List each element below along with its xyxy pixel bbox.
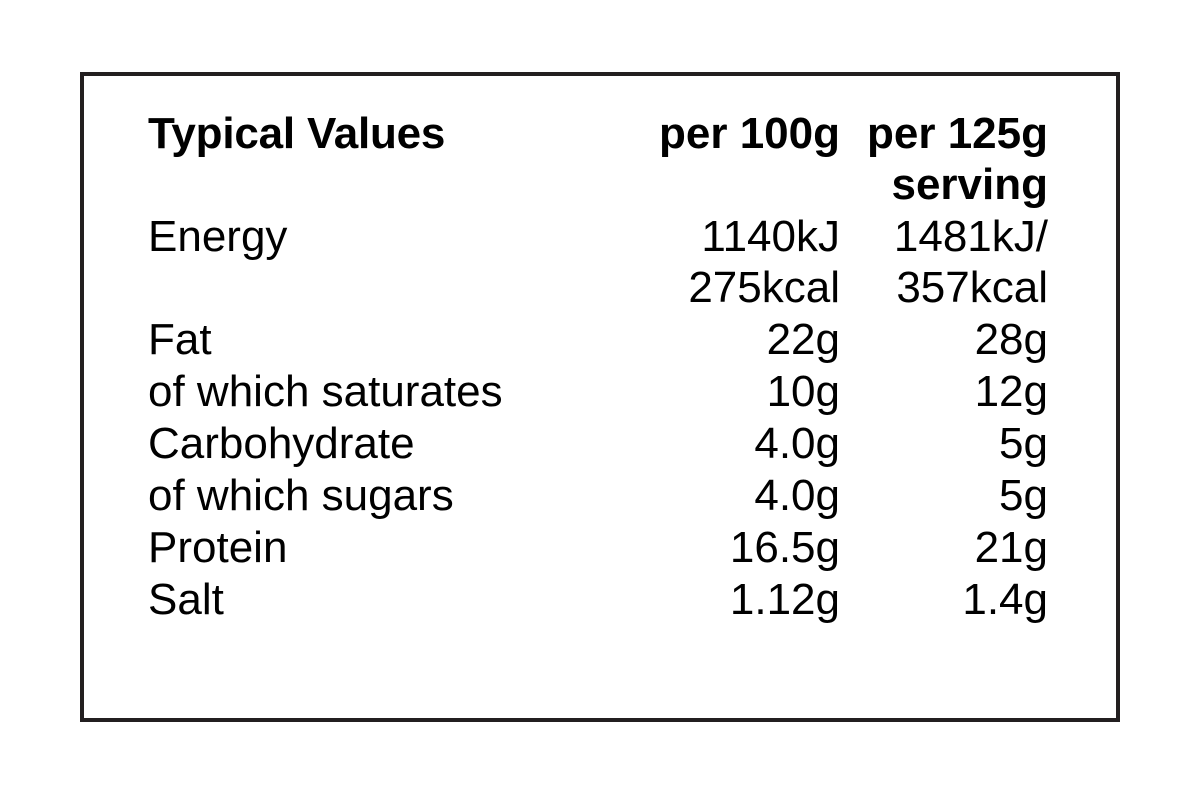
nutrient-perserving-saturates: 12g bbox=[974, 367, 1048, 417]
table-title: Typical Values bbox=[148, 109, 446, 158]
nutrition-label-panel bbox=[80, 72, 1120, 722]
nutrient-per100g-salt: 1.12g bbox=[729, 575, 840, 625]
nutrient-per100g-saturates: 10g bbox=[766, 367, 840, 417]
table-row bbox=[148, 417, 1048, 469]
nutrient-name-energy: Energy bbox=[148, 212, 288, 262]
column-header-per-serving bbox=[840, 108, 1048, 210]
nutrient-perserving-sugars: 5g bbox=[999, 471, 1048, 521]
table-row bbox=[148, 365, 1048, 417]
nutrient-name-fat: Fat bbox=[148, 315, 212, 365]
nutrient-per100g-carbohydrate: 4.0g bbox=[754, 419, 840, 469]
nutrient-perserving-carbohydrate: 5g bbox=[999, 419, 1048, 469]
nutrient-perserving-energy: 1481kJ/ bbox=[893, 212, 1048, 262]
nutrient-per100g-energy: 1140kJ bbox=[701, 212, 840, 262]
table-row bbox=[148, 521, 1048, 573]
nutrient-per100g-fat: 22g bbox=[766, 315, 840, 365]
nutrient-name-protein: Protein bbox=[148, 523, 288, 573]
nutrition-table bbox=[148, 108, 1048, 625]
nutrient-name-sugars: of which sugars bbox=[148, 471, 454, 521]
table-row-energy-kcal bbox=[148, 262, 1048, 313]
table-row bbox=[148, 313, 1048, 365]
table-row bbox=[148, 210, 1048, 262]
table-row bbox=[148, 573, 1048, 625]
column-header-per-serving-line2: serving bbox=[891, 160, 1048, 210]
nutrient-name-energy-blank bbox=[148, 262, 618, 313]
column-header-per-serving-line1: per 125g bbox=[867, 109, 1048, 158]
table-row bbox=[148, 469, 1048, 521]
table-header-row bbox=[148, 108, 1048, 210]
nutrient-name-saturates: of which saturates bbox=[148, 367, 503, 417]
nutrient-per100g-protein: 16.5g bbox=[729, 523, 840, 573]
nutrient-name-salt: Salt bbox=[148, 575, 224, 625]
nutrient-perserving-fat: 28g bbox=[974, 315, 1048, 365]
nutrient-perserving-energy-kcal: 357kcal bbox=[896, 263, 1048, 313]
nutrient-perserving-salt: 1.4g bbox=[962, 575, 1048, 625]
column-header-per-100g: per 100g bbox=[659, 109, 840, 158]
nutrient-name-carbohydrate: Carbohydrate bbox=[148, 419, 415, 469]
nutrient-per100g-sugars: 4.0g bbox=[754, 471, 840, 521]
nutrient-perserving-protein: 21g bbox=[974, 523, 1048, 573]
nutrient-per100g-energy-kcal: 275kcal bbox=[688, 263, 840, 313]
